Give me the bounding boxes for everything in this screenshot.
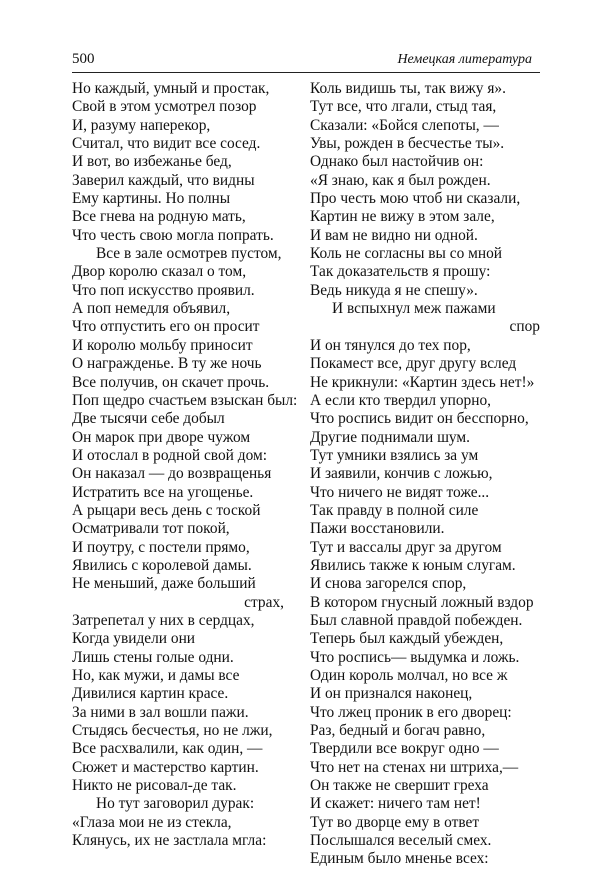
poem-line: Что роспись— выдумка и ложь. — [310, 648, 520, 666]
poem-line: страх, — [244, 593, 284, 611]
poem-line: Дивилися картин красе. — [72, 685, 229, 703]
poem-line: За ними в зал вошли пажи. — [72, 703, 249, 721]
poem-line: Он также не свершит греха — [310, 777, 489, 795]
poem-line: И отослал в родной свой дом: — [72, 446, 267, 464]
poem-line: Все в зале осмотрев пустом, — [96, 245, 282, 263]
poem-line: И заявили, кончив с ложью, — [310, 465, 493, 483]
page-header — [72, 50, 540, 73]
poem-line: Тут и вассалы друг за другом — [310, 538, 502, 556]
poem-line: Все гнева на родную мать, — [72, 208, 246, 226]
poem-line: Когда увидели они — [72, 630, 196, 648]
poem-line: «Я знаю, как я был рожден. — [310, 171, 491, 189]
poem-line: И он признался наконец, — [310, 685, 473, 703]
poem-line: «Глаза мои не из стекла, — [72, 813, 232, 831]
poem-line: И вспыхнул меж пажами — [332, 300, 496, 318]
poem-line: И снова загорелся спор, — [310, 575, 467, 593]
poem-line: И вам не видно ни одной. — [310, 226, 478, 244]
poem-line: Покамест все, друг другу вслед — [310, 355, 517, 373]
poem-line: Единым было мненье всех: — [310, 850, 489, 868]
poem-line: Двор королю сказал о том, — [72, 263, 247, 281]
poem-line: Про честь мою чтоб ни сказали, — [310, 190, 521, 208]
poem-line: Истратить все на угощенье. — [72, 483, 254, 501]
poem-line: Не меньший, даже больший — [72, 575, 256, 593]
poem-line: Никто не рисовал-де так. — [72, 777, 237, 795]
poem-line: Но каждый, умный и простак, — [72, 80, 270, 97]
page-number: 500 — [72, 51, 95, 67]
poem-line: А если кто твердил упорно, — [310, 391, 492, 409]
poem-line: Свой в этом усмотрел позор — [72, 98, 257, 116]
poem-line: Стыдясь бесчестья, но не лжи, — [72, 722, 273, 740]
poem-line: Что роспись видит он бесспорно, — [310, 410, 529, 428]
poem-line: Клянусь, их не застлала мгла: — [72, 832, 267, 850]
poem-line: Явились с королевой дамы. — [72, 556, 252, 574]
poem-line: Ему картины. Но полны — [72, 190, 231, 208]
poem-line: Осматривали тот покой, — [72, 520, 230, 538]
poem-line: Что честь свою могла попрать. — [72, 226, 274, 244]
poem-line: Так правду в полной силе — [310, 501, 479, 519]
poem-line: Лишь стены голые одни. — [72, 648, 234, 666]
poem-line: Коль не согласны вы со мной — [310, 245, 503, 263]
running-title: Немецкая литература — [397, 52, 532, 67]
right-poem-column — [310, 80, 542, 869]
poem-line: Заверил каждый, что видны — [72, 171, 255, 189]
poem-line: А рыцари весь день с тоской — [72, 501, 261, 519]
poem-line: Но, как мужи, и дамы все — [72, 667, 240, 684]
poem-line: О награжденье. В ту же ночь — [72, 355, 262, 373]
poem-line: Твердили все вокруг одно — — [310, 740, 499, 758]
poem-line: Сюжет и мастерство картин. — [72, 758, 259, 776]
poem-line: Тут во дворце ему в ответ — [310, 813, 480, 831]
poem-line: Другие поднимали шум. — [310, 428, 471, 446]
poem-line: И он тянулся до тех пор, — [310, 336, 471, 354]
poem-line: спор — [509, 318, 540, 336]
poem-line: Он наказал — до возвращенья — [72, 465, 272, 483]
poem-line: Поп щедро счастьем взыскан был: — [72, 391, 298, 409]
poem-line: Тут умники взялись за ум — [310, 446, 479, 464]
poem-line: И поутру, с постели прямо, — [72, 538, 250, 556]
poem-line: И, разуму наперекор, — [72, 116, 211, 134]
poem-line: Считал, что видит все сосед. — [72, 135, 261, 153]
poem-line: Что поп искусство проявил. — [72, 281, 255, 299]
poem-line: Все расхвалили, как один, — — [72, 740, 263, 758]
poem-line: Увы, рожден в бесчестье ты». — [310, 135, 505, 153]
poem-line: Не крикнули: «Картин здесь нет!» — [310, 373, 535, 391]
poem-line: Все получив, он скачет прочь. — [72, 373, 270, 391]
poem-line: Но тут заговорил дурак: — [96, 795, 255, 813]
poem-line: Теперь был каждый убежден, — [310, 630, 504, 648]
poem-line: Картин не вижу в этом зале, — [310, 208, 495, 226]
poem-line: Что нет на стенах ни штриха,— — [310, 758, 519, 776]
poem-line: И вот, во избежанье бед, — [72, 153, 232, 171]
poem-line: Был славной правдой побежден. — [310, 611, 523, 629]
poem-line: Что ничего не видят тоже... — [310, 483, 490, 501]
poem-line: И королю мольбу приносит — [72, 336, 253, 354]
poem-line: В котором гнусный ложный вздор — [310, 593, 534, 611]
poem-line: Тут все, что лгали, стыд тая, — [310, 98, 497, 116]
poem-line: Ведь никуда я не спешу». — [310, 281, 478, 299]
poem-line: Коль видишь ты, так вижу я». — [310, 80, 506, 97]
poem-line: Что лжец проник в его дворец: — [310, 703, 512, 721]
poem-line: Так доказательств я прошу: — [310, 263, 491, 281]
poem-line: Две тысячи себе добыл — [72, 410, 225, 428]
poem-line: Сказали: «Бойся слепоты, — — [310, 116, 499, 134]
poem-line: Однако был настойчив он: — [310, 153, 484, 171]
poem-line: Что отпустить его он просит — [72, 318, 260, 336]
poem-line: И скажет: ничего там нет! — [310, 795, 481, 813]
poem-line: Пажи восстановили. — [310, 520, 445, 538]
poem-line: Он марок при дворе чужом — [72, 428, 251, 446]
poem-line: Послышался веселый смех. — [310, 832, 492, 850]
poem-line: Затрепетал у них в сердцах, — [72, 611, 255, 629]
poem-line: А поп немедля объявил, — [72, 300, 231, 318]
left-poem-column — [72, 80, 298, 850]
poem-line: Один король молчал, но все ж — [310, 667, 508, 684]
poem-line: Явились также к юным слугам. — [310, 556, 516, 574]
poem-line: Раз, бедный и богач равно, — [310, 722, 486, 740]
